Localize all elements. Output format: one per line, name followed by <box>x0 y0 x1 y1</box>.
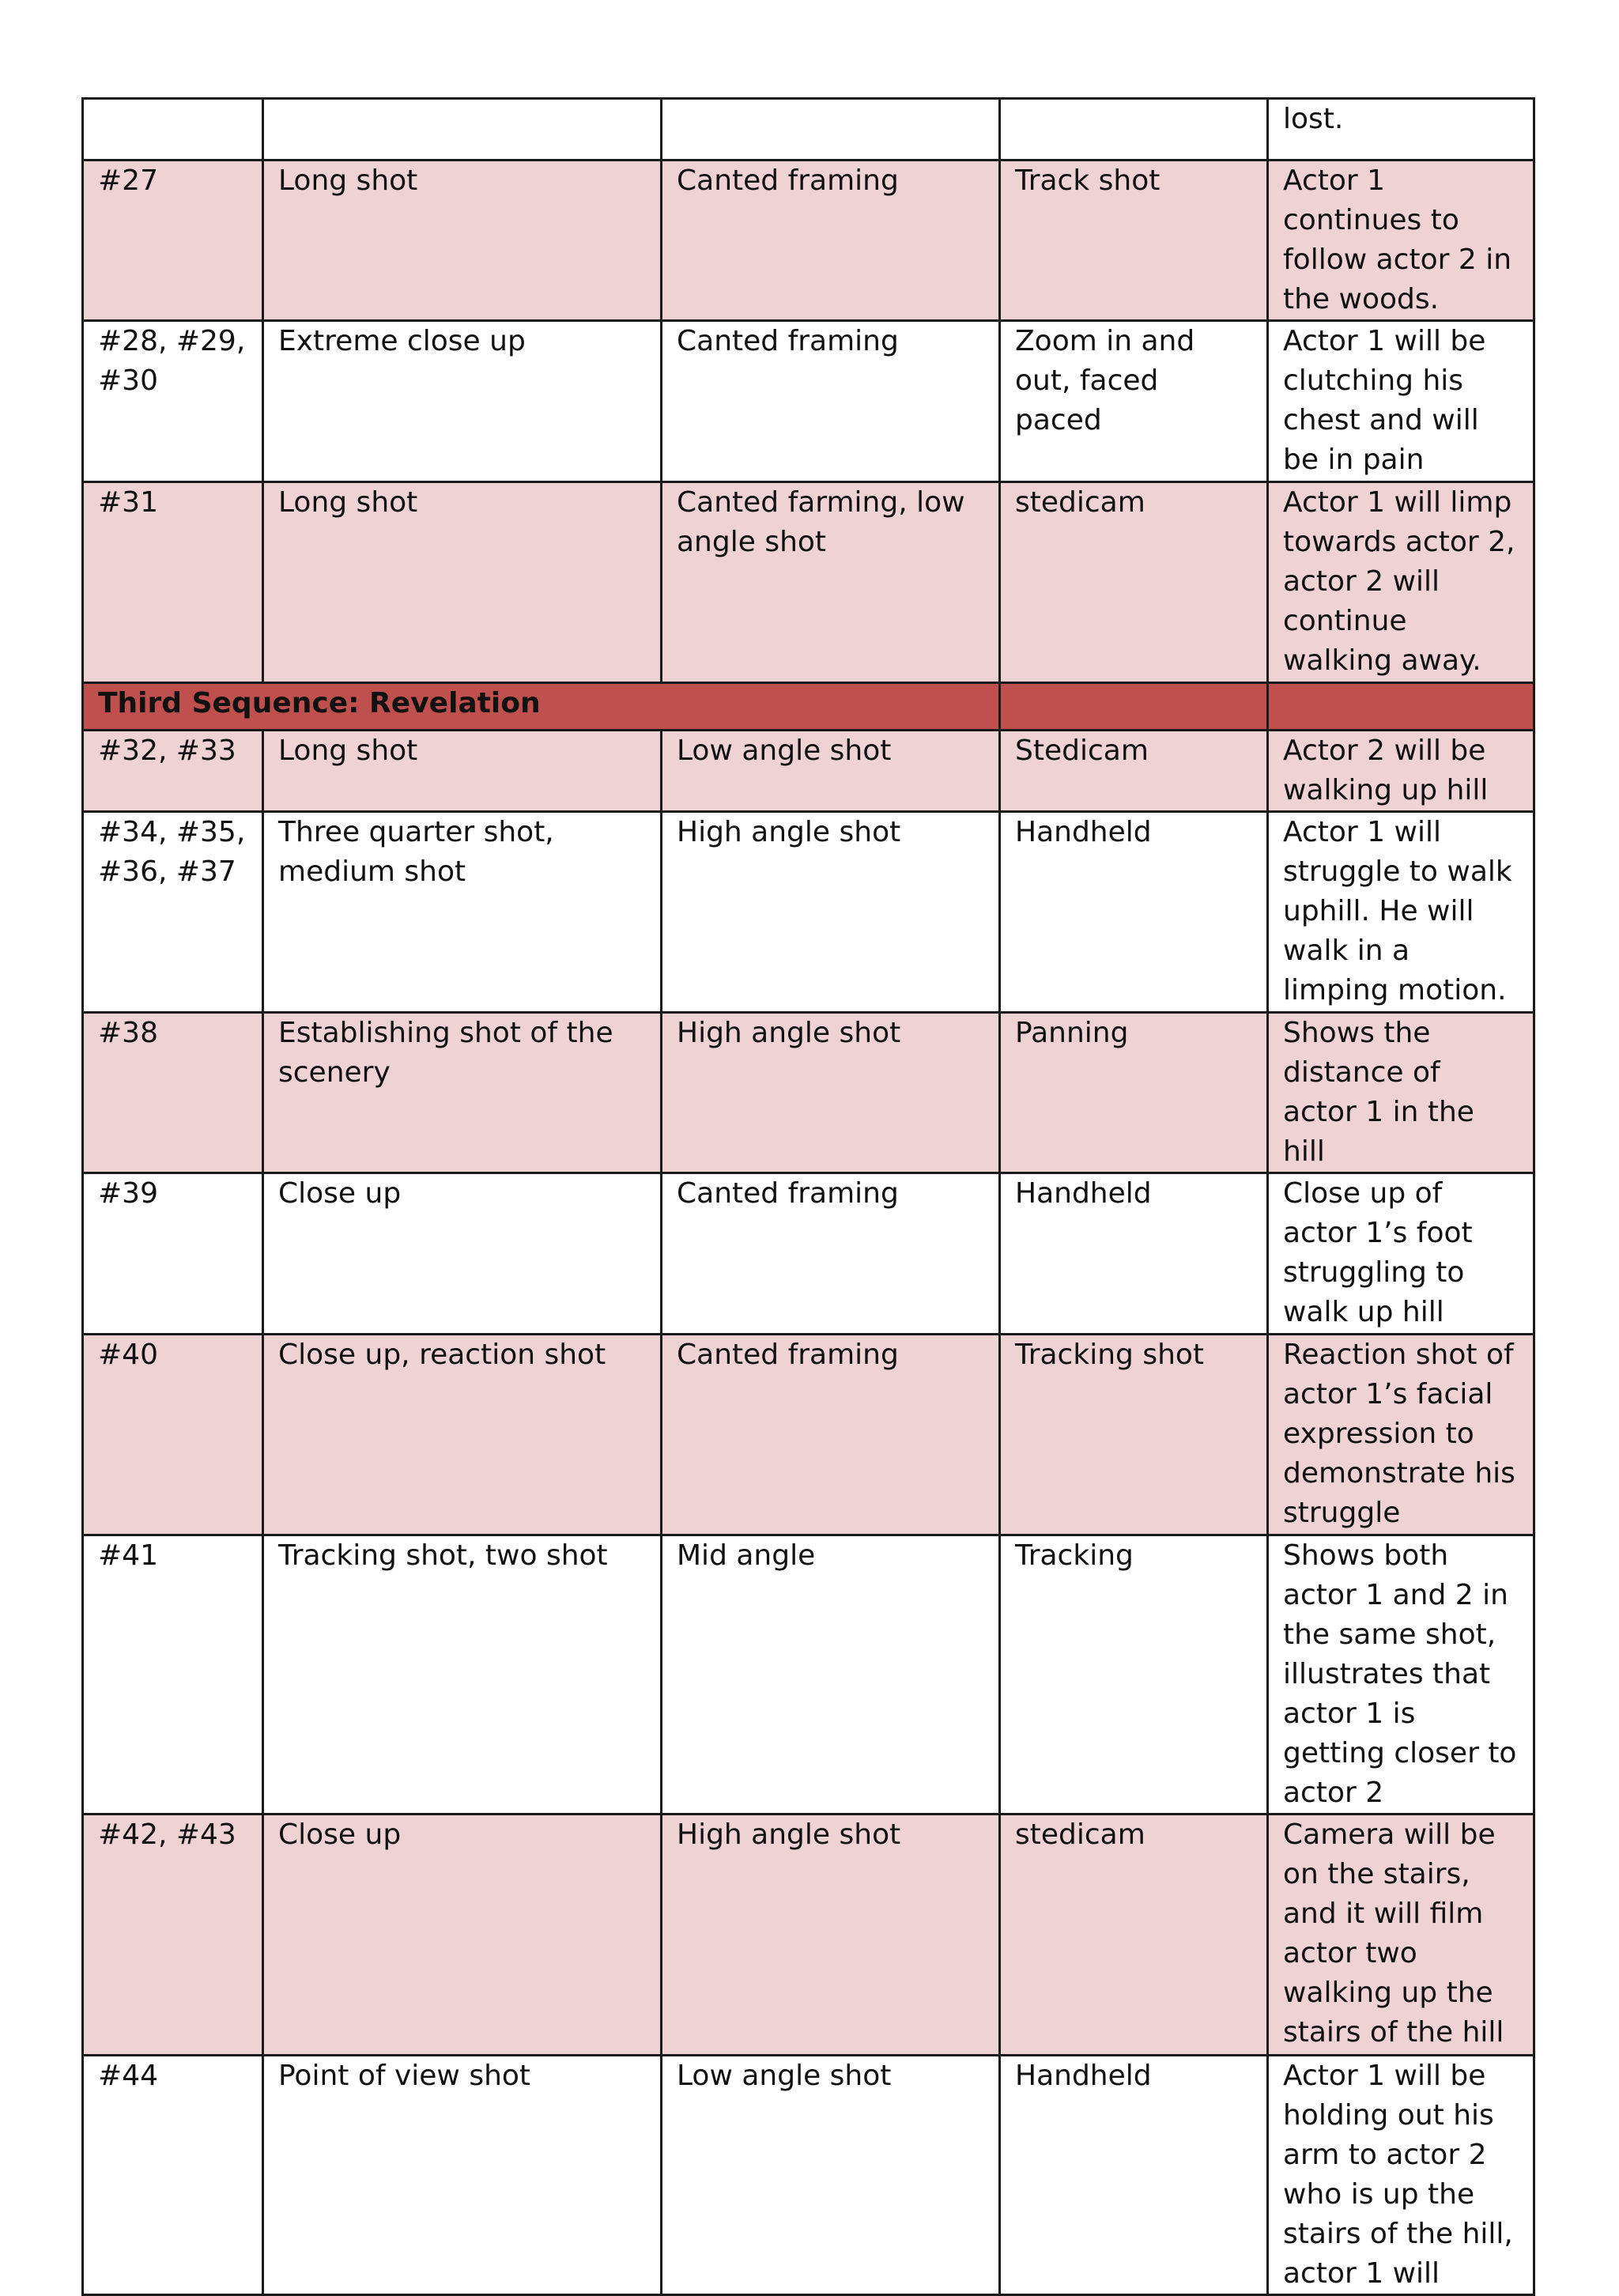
sequence-header-row <box>83 683 1534 731</box>
description-cell: Actor 1 continues to follow actor 2 in the woods. <box>1268 160 1534 321</box>
shot-number-cell: #34, #35, #36, #37 <box>83 812 263 1013</box>
shot-size-cell: Establishing shot of the scenery <box>263 1013 662 1173</box>
shot-size-cell <box>263 99 662 160</box>
shot-size-cell: Tracking shot, two shot <box>263 1535 662 1815</box>
camera-movement-cell: stedicam <box>1000 1815 1268 2056</box>
shot-number-cell: #32, #33 <box>83 731 263 812</box>
shot-number-cell: #41 <box>83 1535 263 1815</box>
table-row <box>83 731 1534 812</box>
sequence-title: Third Sequence: Revelation <box>83 683 1000 731</box>
shot-size-cell: Point of view shot <box>263 2056 662 2295</box>
table-row <box>83 1535 1534 1815</box>
table-row <box>83 2056 1534 2295</box>
shot-number-cell: #39 <box>83 1173 263 1335</box>
shot-size-cell: Long shot <box>263 160 662 321</box>
description-cell: Actor 1 will limp towards actor 2, actor 2 will continue walking away. <box>1268 482 1534 683</box>
description-cell: Close up of actor 1’s foot struggling to walk up hill <box>1268 1173 1534 1335</box>
camera-angle-cell: Canted framing <box>662 1335 1000 1535</box>
shot-size-cell: Long shot <box>263 482 662 683</box>
description-cell: Actor 1 will be clutching his chest and will be in pain <box>1268 321 1534 482</box>
table-row <box>83 1013 1534 1173</box>
table-row <box>83 99 1534 160</box>
description-cell: Reaction shot of actor 1’s facial expression to demonstrate his struggle <box>1268 1335 1534 1535</box>
shot-size-cell: Close up <box>263 1815 662 2056</box>
sequence-header-cell-description <box>1268 683 1534 731</box>
shot-number-cell: #38 <box>83 1013 263 1173</box>
description-cell: Actor 1 will be holding out his arm to actor 2 who is up the stairs of the hill, actor 1 will <box>1268 2056 1534 2295</box>
shot-number-cell: #40 <box>83 1335 263 1535</box>
table-row <box>83 160 1534 321</box>
camera-angle-cell: Canted framing <box>662 1173 1000 1335</box>
shot-rows-first-part <box>83 99 1534 683</box>
camera-angle-cell: Canted framing <box>662 160 1000 321</box>
shot-number-cell: #28, #29, #30 <box>83 321 263 482</box>
shot-list-table <box>81 97 1535 2296</box>
shot-rows-second-part <box>83 731 1534 2295</box>
sequence-header-section <box>83 683 1534 731</box>
camera-movement-cell: Zoom in and out, faced paced <box>1000 321 1268 482</box>
shot-size-cell: Three quarter shot, medium shot <box>263 812 662 1013</box>
description-cell: Actor 1 will struggle to walk uphill. He will walk in a limping motion. <box>1268 812 1534 1013</box>
description-cell: Shows the distance of actor 1 in the hill <box>1268 1013 1534 1173</box>
description-cell: Camera will be on the stairs, and it will film actor two walking up the stairs of the hill <box>1268 1815 1534 2056</box>
camera-movement-cell: Track shot <box>1000 160 1268 321</box>
table-row <box>83 1335 1534 1535</box>
shot-size-cell: Long shot <box>263 731 662 812</box>
shot-number-cell <box>83 99 263 160</box>
description-cell: Actor 2 will be walking up hill <box>1268 731 1534 812</box>
camera-movement-cell <box>1000 99 1268 160</box>
camera-movement-cell: Tracking <box>1000 1535 1268 1815</box>
description-cell: Shows both actor 1 and 2 in the same shot, illustrates that actor 1 is getting closer to actor 2 <box>1268 1535 1534 1815</box>
shot-size-cell: Close up <box>263 1173 662 1335</box>
shot-size-cell: Close up, reaction shot <box>263 1335 662 1535</box>
shot-number-cell: #42, #43 <box>83 1815 263 2056</box>
camera-movement-cell: Handheld <box>1000 1173 1268 1335</box>
table-row <box>83 812 1534 1013</box>
shot-size-cell: Extreme close up <box>263 321 662 482</box>
camera-angle-cell: Canted framing <box>662 321 1000 482</box>
shot-number-cell: #44 <box>83 2056 263 2295</box>
table-row <box>83 321 1534 482</box>
camera-angle-cell: Canted farming, low angle shot <box>662 482 1000 683</box>
camera-angle-cell: Mid angle <box>662 1535 1000 1815</box>
shot-number-cell: #27 <box>83 160 263 321</box>
camera-movement-cell: Handheld <box>1000 2056 1268 2295</box>
camera-angle-cell: Low angle shot <box>662 731 1000 812</box>
table-row <box>83 1815 1534 2056</box>
camera-angle-cell: Low angle shot <box>662 2056 1000 2295</box>
camera-movement-cell: Tracking shot <box>1000 1335 1268 1535</box>
camera-movement-cell: Handheld <box>1000 812 1268 1013</box>
sequence-header-cell-movement <box>1000 683 1268 731</box>
camera-movement-cell: Panning <box>1000 1013 1268 1173</box>
camera-angle-cell <box>662 99 1000 160</box>
table-row <box>83 482 1534 683</box>
camera-angle-cell: High angle shot <box>662 812 1000 1013</box>
shot-number-cell: #31 <box>83 482 263 683</box>
description-cell: lost. <box>1268 99 1534 160</box>
camera-movement-cell: Stedicam <box>1000 731 1268 812</box>
camera-angle-cell: High angle shot <box>662 1013 1000 1173</box>
camera-angle-cell: High angle shot <box>662 1815 1000 2056</box>
camera-movement-cell: stedicam <box>1000 482 1268 683</box>
table-row <box>83 1173 1534 1335</box>
